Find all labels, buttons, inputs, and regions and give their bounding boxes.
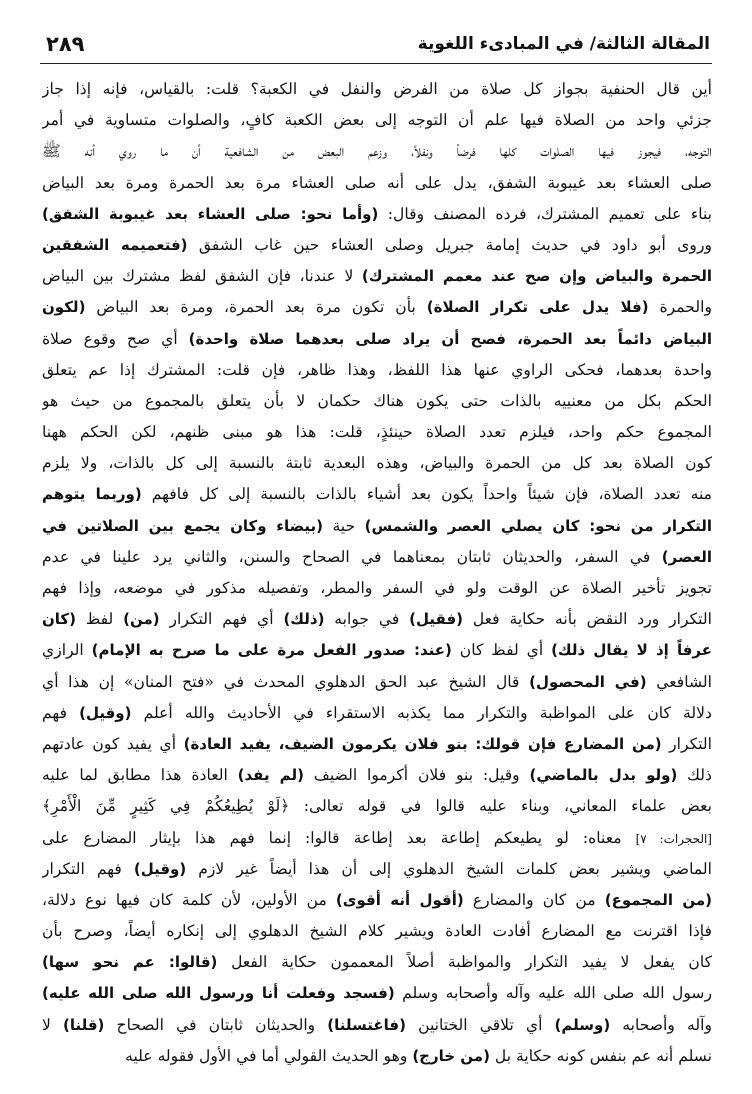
text-segment: فإذا اقترنت مع المضارع أفادت العادة ويشير كلام الشيخ الدهلوي إلى إنكاره أيضاً، وصرح بأن [42, 922, 712, 941]
bold-segment: عرفاً إذ لا يقال ذلك) [551, 641, 712, 660]
text-segment: العادة هذا مطابق لما عليه [42, 766, 238, 785]
text-segment: تجويز تأخير الصلاة عن الوقت ولو في السفر والمطر، وتفصيله مذكور في موضعه، وإذا فهم [42, 579, 712, 597]
text-segment: الرازي [42, 641, 92, 660]
text-segment: كان يفعل لا يفيد التكرار والمواظبة أصلاً المعممون حكاية الفعل [217, 953, 712, 972]
text-line [42, 292, 712, 323]
text-segment: صلى العشاء بعد غيبوبة الشفق، يدل على أنه صلى العشاء مرة بعد الحمرة ومرة بعد البياض [42, 173, 712, 192]
bold-segment: (لكون [42, 298, 86, 317]
text-segment: أي صح وقوع صلاة [42, 329, 189, 348]
text-line [42, 230, 712, 261]
text-segment: لا عندنا، فإن الشفق لفظ مشترك بين البياض [42, 267, 362, 286]
text-segment: الشافعي [646, 672, 712, 691]
bold-segment: (لم يفد) [237, 766, 304, 785]
text-segment: فهم [42, 703, 80, 722]
quran-verse: ﴿لَوْ يُطِيعُكُمْ فِي كَثِيرٍ مِّنَ الْأَمْرِ﴾ [42, 797, 290, 816]
text-segment: ذلك [677, 766, 712, 785]
text-segment: التكرار ورد النقض بأنه حكاية فعل [463, 610, 712, 629]
text-segment: فهم التكرار [42, 859, 134, 878]
text-segment: بعض علماء المعاني، وبناء عليه قالوا في قوله تعالى: [289, 797, 712, 816]
bold-segment: (بيضاء وكان يجمع بين الصلاتين في [42, 516, 323, 535]
text-segment: الماضي ويشير بعض كلمات الشيخ الدهلوي إلى أن هذا أيضاً غير لازم [186, 859, 712, 878]
text-line [42, 885, 712, 916]
citation: [الحجرات: ٧] [635, 831, 712, 846]
text-segment: الحكم بكل من معنييه بالذات حتى يكون هناك حكمان لا بأن يتعلق بالمجموع من حيث هو [42, 391, 712, 410]
text-segment: وقيل: بنو فلان أكرموا الضيف [303, 766, 530, 785]
text-segment: معناه: لو يطيعكم إطاعة بعد إطاعة قالوا: إنما فهم هذا بإيثار المضارع على [42, 828, 636, 847]
text-segment: والحمرة [648, 298, 712, 317]
text-line [42, 479, 712, 510]
text-segment: من الأولين، لأن كلمة كان فيها نوع دلالة، [42, 890, 336, 909]
text-segment: كون الصلاة بعد كل من الحمرة والبياض، وهذه البعدية ثابتة بالنسبة إلى كل بالذات، ولا يلزم [42, 454, 712, 473]
text-line [42, 1041, 712, 1072]
running-title: المقالة الثالثة/ في المبادىء اللغوية [417, 34, 710, 54]
text-segment: أي فهم التكرار [159, 610, 284, 629]
bold-segment: العصر) [661, 547, 712, 566]
text-segment: بأن تكون مرة بعد الحمرة، ومرة بعد البياض [85, 298, 427, 317]
text-line [42, 417, 712, 448]
bold-segment: (فقيل) [409, 610, 463, 629]
text-line [42, 698, 712, 729]
bold-segment: (قلنا) [63, 1015, 105, 1034]
bold-segment: (ولو بدل بالماضي) [529, 766, 678, 785]
text-line [42, 324, 712, 355]
text-line [42, 386, 712, 417]
bold-segment: (من المضارع فإن قولك: بنو فلان يكرمون الضيف، يفيد العادة) [183, 734, 662, 753]
bold-segment: (وأما نحو: صلى العشاء بعد غيبوبة الشفق) [42, 204, 379, 223]
text-line [42, 573, 712, 604]
text-segment: أي تلاقي الختانين [405, 1015, 555, 1034]
text-line [42, 168, 712, 199]
text-segment: لفظ [76, 610, 124, 629]
text-segment: أين قال الحنفية بجواز كل صلاة من الفرض والنفل في الكعبة؟ قلت: بالقياس، فإنه إذا جاز [42, 80, 712, 98]
bold-segment: (من) [123, 610, 160, 629]
bold-segment: (فلا يدل على تكرار الصلاة) [426, 298, 649, 317]
text-segment: نسلم أنه عم بنفس كونه حكاية بل [489, 1046, 712, 1065]
text-segment: حية [322, 516, 365, 535]
text-line [42, 604, 712, 635]
text-line [42, 854, 712, 885]
bold-segment: الحمرة والبياض وإن صح عند معمم المشترك) [361, 267, 712, 286]
text-line [42, 760, 712, 791]
bold-segment: البياض دائماً بعد الحمرة، فصح أن يراد صلى بعدهما صلاة واحدة) [188, 329, 712, 348]
text-segment: وهو الحديث القولي أما في الأول فقوله عليه [125, 1046, 413, 1065]
page-number: ٢٨٩ [46, 32, 85, 56]
text-line [42, 199, 712, 230]
text-line [42, 542, 712, 573]
bold-segment: (وقيل) [79, 703, 132, 722]
bold-segment: (وقيل) [133, 859, 187, 878]
bold-segment: (في المحصول) [529, 672, 647, 691]
text-line [42, 635, 712, 666]
text-line [42, 511, 712, 542]
text-segment: أي يفيد كون عادتهم [42, 734, 184, 753]
bold-segment: (عند: صدور الفعل مرة على ما صرح به الإمام) [91, 641, 452, 660]
text-segment: وروى أبو داود في حديث إمامة جبريل وصلى العشاء حين غاب الشفق [187, 235, 712, 254]
text-segment: في جوابه [324, 610, 410, 629]
text-line [42, 791, 712, 822]
text-line [42, 261, 712, 292]
bold-segment: (وسلم) [554, 1015, 611, 1034]
bold-segment: (كان [42, 610, 77, 629]
bold-segment: (ذلك) [283, 610, 325, 629]
text-segment: دلالة كان على المواظبة والتكرار مما يكذبه الاستقراء في الأحاديث والله أعلم [131, 703, 712, 722]
text-segment: رسول الله صلى الله عليه وآله وأصحابه وسلم [394, 984, 712, 1003]
text-segment: من كان والمضارع [463, 890, 605, 909]
text-segment: المجموع حكم واحد، فيلزم تعدد الصلاة حينئذٍ، قلت: هذا هو مبنى ظنهم، لكن الحكم ههنا [42, 423, 712, 442]
text-segment: منه تعدد الصلاة، فإن شيئاً واحداً يكون بعد أشياء بالذات بالنسبة إلى كل فافهم [141, 485, 712, 504]
bold-segment: التكرار من نحو: كان يصلي العصر والشمس) [364, 516, 712, 535]
text-line [42, 105, 712, 136]
text-segment: التوجه، فيجوز فيها الصلوات كلها فرضاً ونفلاً، وزعم البعض من الشافعية أن ما روي أنه ﷺ [42, 142, 712, 161]
body-text [42, 74, 712, 1072]
text-segment: والحديثان ثابتان في الصحاح [104, 1015, 328, 1034]
text-line [42, 448, 712, 479]
text-segment: واحدة بعدهما، فحكى الراوي عنها هذا اللفظ، وهذا ظاهر، فإن قلت: المشترك إذا عم يتعلق [42, 360, 712, 379]
text-segment: التكرار [661, 734, 712, 753]
bold-segment: (فتعميمه الشفقين [42, 235, 188, 254]
bold-segment: (من خارج) [412, 1046, 490, 1065]
bold-segment: (فاغتسلنا) [327, 1015, 406, 1034]
text-line [42, 136, 712, 167]
text-segment: قال الشيخ عبد الحق الدهلوي المحدث في «فتح المنان» إن هذا أي [42, 672, 530, 691]
bold-segment: (وربما يتوهم [42, 485, 142, 504]
text-segment: بناء على تعميم المشترك، فرده المصنف وقال: [378, 204, 712, 223]
text-segment: أي لفظ كان [451, 641, 552, 660]
text-line [42, 1010, 712, 1041]
text-segment: لا [42, 1015, 63, 1034]
bold-segment: (من المجموع) [604, 890, 712, 909]
text-line [42, 947, 712, 978]
text-line [42, 823, 712, 854]
page-header [40, 32, 712, 62]
text-segment: وآله وأصحابه [610, 1015, 712, 1034]
header-rule [40, 63, 712, 64]
bold-segment: (أقول أنه أقوى) [335, 890, 464, 909]
text-line [42, 667, 712, 698]
text-segment: في السفر، والحديثان ثابتان بمعناهما في الصحاح والسنن، والثاني يرد علينا في عدم [42, 547, 662, 566]
text-line [42, 74, 712, 105]
bold-segment: (قالوا: عم نحو سها) [42, 953, 218, 972]
text-segment: جزئي واحد من الصلاة فيها علم أن التوجه إلى بعض الكعبة كافٍ، والصلوات متساوية في أمر [42, 111, 712, 130]
text-line [42, 916, 712, 947]
text-line [42, 978, 712, 1009]
bold-segment: (فسجد وفعلت أنا ورسول الله صلى الله عليه) [42, 984, 395, 1003]
text-line [42, 729, 712, 760]
text-line [42, 355, 712, 386]
